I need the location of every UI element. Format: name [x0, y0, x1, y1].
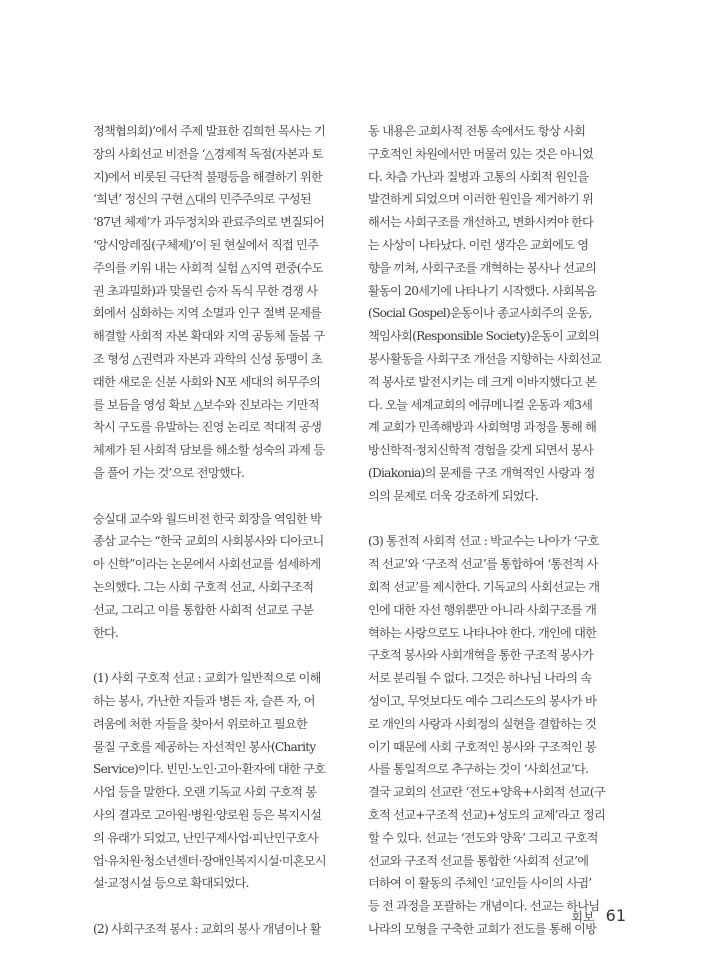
text-line: 책임사회(Responsible Society)운동이 교회의: [368, 329, 600, 344]
text-line: 선교, 그리고 이를 통합한 사회적 선교로 구분: [93, 602, 314, 617]
text-line: 을 풀어 가는 것’으로 전망했다.: [93, 465, 245, 480]
text-line: 혁하는 사랑으로도 나타나야 한다. 개인에 대한: [368, 625, 597, 640]
text-line: 다. 차츰 가난과 질병과 고통의 사회적 원인을: [368, 169, 589, 184]
text-line: 결국 교회의 선교란 ‘전도+양육+사회적 선교(구: [368, 785, 605, 800]
text-line: 논의했다. 그는 사회 구호적 선교, 사회구조적: [93, 579, 314, 594]
text-line: 봉사활동을 사회구조 개선을 지향하는 사회선교: [368, 351, 601, 366]
text-line: 방신학적·정치신학적 경험을 갖게 되면서 봉사: [368, 443, 594, 458]
text-line: 사의 결과로 고아원·병원·양로원 등은 복지시설: [93, 807, 322, 822]
text-line: 하는 봉사, 가난한 자들과 병든 자, 슬픈 자, 어: [93, 693, 315, 708]
paragraph-gap: [368, 508, 658, 531]
text-line: 동 내용은 교회사적 전통 속에서도 항상 사회: [368, 124, 586, 138]
text-line: ‘87년 체제’가 과두정치와 관료주의로 변질되어: [93, 215, 325, 230]
text-line: 더하여 이 활동의 주체인 ‘교인들 사이의 사귐’: [368, 876, 592, 891]
text-line: 구호적인 차원에서만 머물러 있는 것은 아니었: [368, 146, 594, 161]
text-line: 래한 새로운 신분 사회와 N포 세대의 허무주의: [93, 374, 321, 389]
text-line: 려움에 처한 자들을 찾아서 위로하고 필요한: [93, 716, 308, 731]
text-line: ‘희년’ 정신의 구현 △대의 민주주의로 구성된: [93, 192, 311, 207]
text-line: 해결할 사회적 자본 확대와 지역 공동체 돌봄 구: [93, 329, 325, 344]
paragraph-gap: [93, 895, 383, 918]
text-line: 주의를 키워 내는 사회적 실험 △지역 편중(수도: [93, 260, 323, 275]
text-line: 선교와 구조적 선교를 통합한 ‘사회적 선교’에: [368, 853, 589, 868]
footer-label: 회보: [571, 910, 595, 924]
text-line: 사를 통일적으로 추구하는 것이 ‘사회선교’다.: [368, 762, 589, 777]
text-line: 정책협의회)’에서 주제 발표한 김희헌 목사는 기: [93, 124, 326, 138]
text-line: 종삼 교수는 “한국 교회의 사회봉사와 디아코니: [93, 534, 324, 549]
text-line: 회적 선교’를 제시한다. 기독교의 사회선교는 개: [368, 579, 600, 594]
text-line: 업·유치원·청소년센터·장애인복지시설·미혼모시: [93, 853, 326, 868]
text-line: 권 초과밀화)과 맞물린 승자 독식 무한 경쟁 사: [93, 283, 318, 298]
text-line: 나라의 모형을 구축한 교회가 전도를 통해 이방: [368, 921, 597, 936]
text-line: 착시 구도를 유발하는 진영 논리로 적대적 공생: [93, 420, 322, 435]
text-line: Service)이다. 빈민·노인·고아·환자에 대한 구호: [93, 762, 326, 777]
text-line: 한다.: [93, 625, 119, 640]
text-line: 서로 분리될 수 없다. 그것은 하나님 나라의 속: [368, 671, 592, 686]
text-line: 체제가 된 사회적 담보를 해소할 성숙의 과제 등: [93, 443, 325, 458]
text-line: 로 개인의 사랑과 사회정의 실현을 결합하는 것: [368, 716, 597, 731]
text-line: 설·교정시설 등으로 확대되었다.: [93, 876, 249, 891]
paragraph-gap: [93, 644, 383, 667]
text-line: 를 보듬을 영성 확보 △보수와 진보라는 기만적: [93, 397, 319, 412]
text-line: ‘앙시앙레짐(구체제)’이 된 현실에서 직접 민주: [93, 237, 319, 252]
text-line: 아 신학”이라는 논문에서 사회선교를 섬세하게: [93, 557, 321, 572]
text-line: 활동이 20세기에 나타나기 시작했다. 사회복음: [368, 283, 597, 298]
text-line: 숭실대 교수와 월드비전 한국 회장을 역임한 박: [93, 511, 322, 526]
right-text-column: [368, 120, 658, 941]
text-line: (Social Gospel)운동이나 종교사회주의 운동,: [368, 306, 592, 321]
text-line: 장의 사회선교 비전을 ‘△경제적 독점(자본과 토: [93, 146, 323, 161]
text-line: 적 선교’와 ‘구조적 선교’를 통합하여 ‘통전적 사: [368, 557, 598, 572]
text-line: 의의 문제로 더욱 강조하게 되었다.: [368, 488, 538, 503]
text-line: 인에 대한 자선 행위뿐만 아니라 사회구조를 개: [368, 602, 597, 617]
text-line: 호적 선교+구조적 선교)+성도의 교제’라고 정리: [368, 807, 605, 822]
text-line: 향을 끼쳐, 사회구조를 개혁하는 봉사나 선교의: [368, 260, 597, 275]
text-line: (1) 사회 구호적 선교 : 교회가 일반적으로 이해: [93, 671, 321, 686]
text-line: 등 전 과정을 포괄하는 개념이다. 선교는 하나님: [368, 899, 600, 914]
text-line: 성이고, 무엇보다도 예수 그리스도의 봉사가 바: [368, 693, 597, 708]
text-line: 적 봉사로 발전시키는 데 크게 이바지했다고 본: [368, 374, 597, 389]
text-line: 이기 때문에 사회 구호적인 봉사와 구조적인 봉: [368, 739, 597, 754]
text-line: 사업 등을 말한다. 오랜 기독교 사회 구호적 봉: [93, 785, 317, 800]
text-line: 지)에서 비롯된 극단적 불평등을 해결하기 위한: [93, 169, 323, 184]
text-line: 물질 구호를 제공하는 자선적인 봉사(Charity: [93, 739, 316, 754]
text-line: 의 유래가 되었고, 난민구제사업·피난민구호사: [93, 830, 319, 845]
text-line: 회에서 심화하는 지역 소멸과 인구 절벽 문제를: [93, 306, 322, 321]
page-footer: [571, 906, 626, 926]
text-line: (Diakonia)의 문제를 구조 개혁적인 사랑과 정: [368, 465, 595, 480]
text-line: 구호적 봉사와 사회개혁을 통한 구조적 봉사가: [368, 648, 594, 663]
text-line: 발견하게 되었으며 이러한 원인을 제거하기 위: [368, 192, 594, 207]
text-line: 는 사상이 나타났다. 이런 생각은 교회에도 영: [368, 237, 589, 252]
left-text-column: [93, 120, 383, 941]
text-line: 계 교회가 민족해방과 사회혁명 과정을 통해 해: [368, 420, 597, 435]
text-line: (3) 통전적 사회적 선교 : 박교수는 나아가 ‘구호: [368, 534, 599, 549]
text-line: (2) 사회구조적 봉사 : 교회의 봉사 개념이나 활: [93, 921, 321, 936]
page-number: 61: [605, 906, 626, 925]
text-line: 다. 오늘 세계교회의 에큐메니컬 운동과 제3세: [368, 397, 593, 412]
text-line: 해서는 사회구조를 개선하고, 변화시켜야 한다: [368, 215, 594, 230]
paragraph-gap: [93, 485, 383, 508]
text-line: 조 형성 △권력과 자본과 과학의 신성 동맹이 초: [93, 351, 322, 366]
text-line: 할 수 있다. 선교는 ‘전도와 양육’ 그리고 구호적: [368, 830, 598, 845]
